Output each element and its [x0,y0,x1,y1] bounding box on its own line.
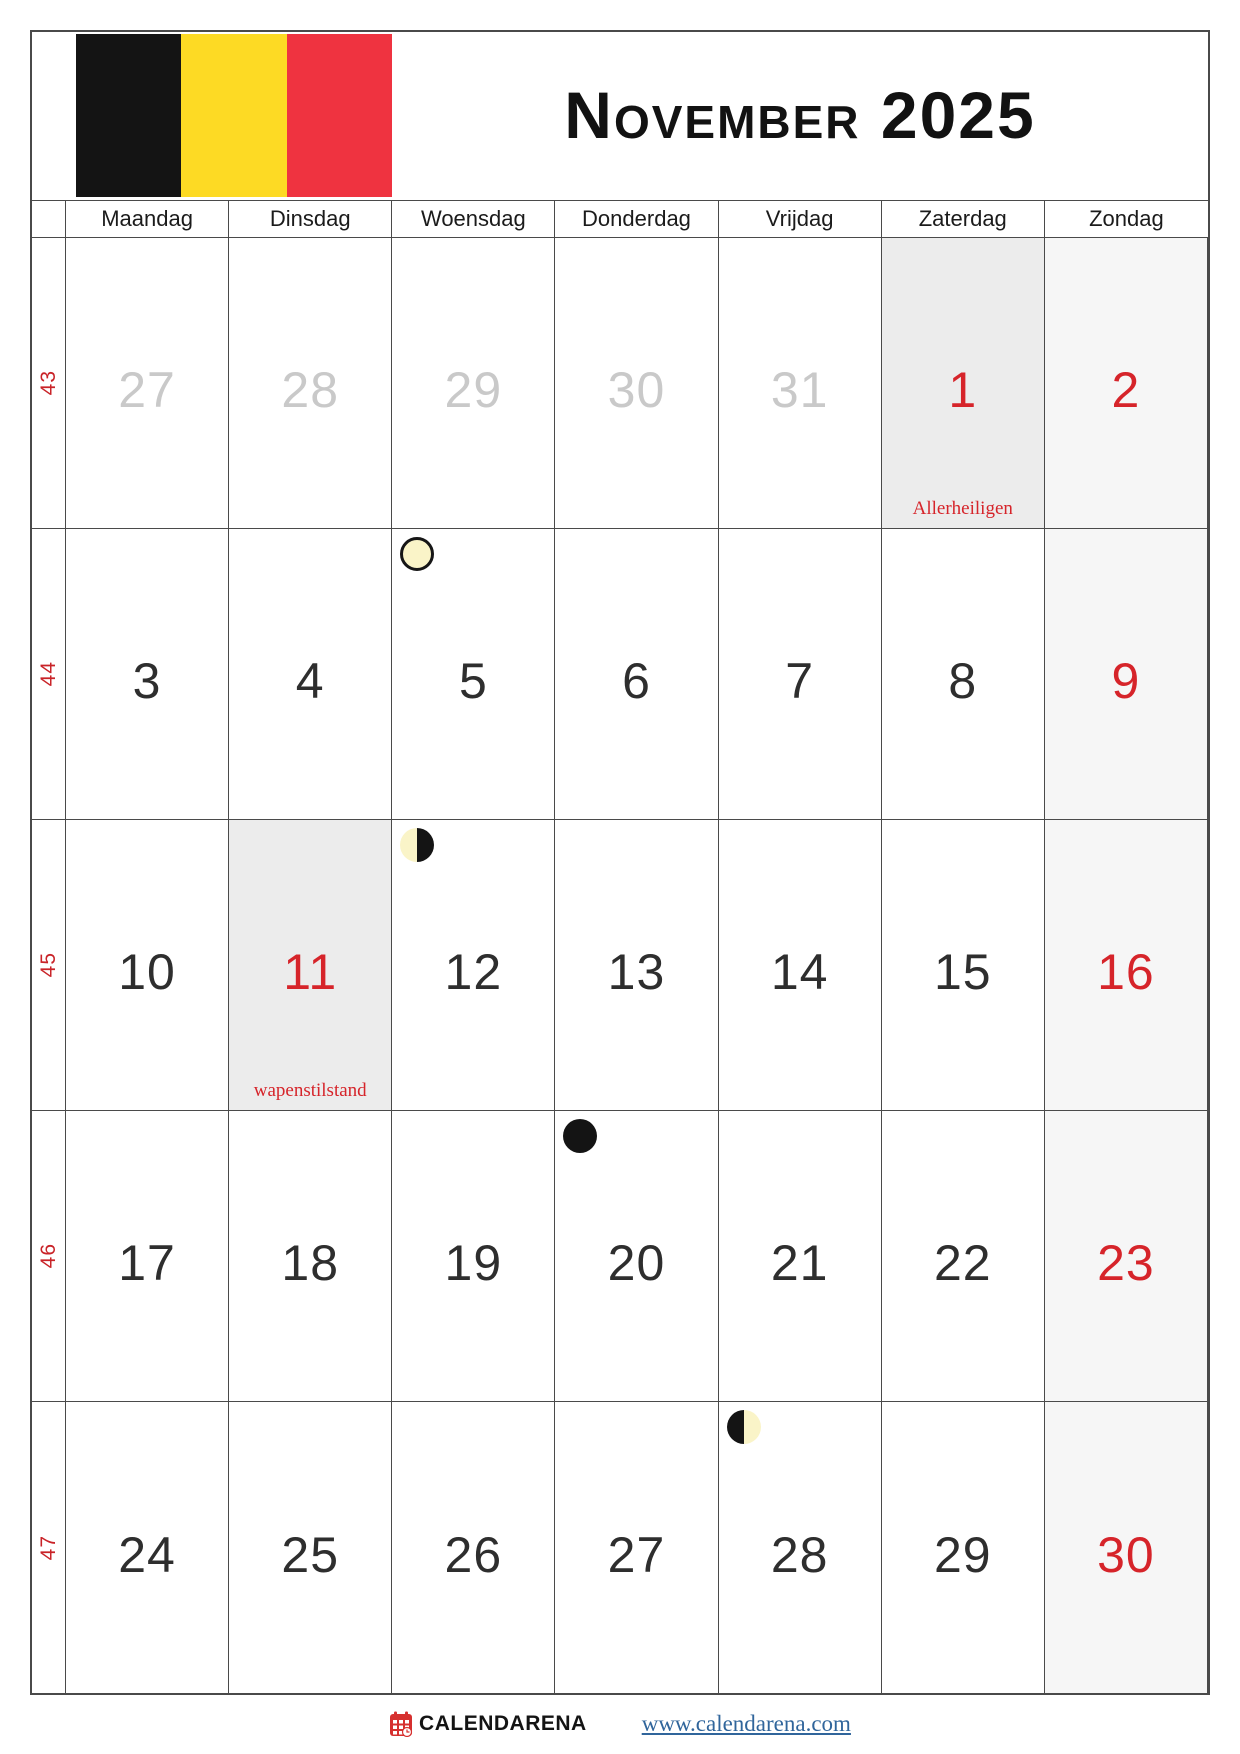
day-cell-nov-23: 23 [1045,1111,1208,1402]
day-cell-nov-2: 2 [1045,238,1208,529]
day-cell-nov-28: 28 [719,1402,882,1693]
day-cell-nov-7: 7 [719,529,882,820]
day-cell-nov-15: 15 [882,820,1045,1111]
week-number-47: 47 [32,1402,66,1693]
calendar-grid [30,30,1210,1695]
day-cell-nov-25: 25 [229,1402,392,1693]
week-number-46: 46 [32,1111,66,1402]
dow-header-woensdag: Woensdag [392,201,555,238]
week-number-44: 44 [32,529,66,820]
page-title: November 2025 [564,77,1036,152]
dow-header-zondag: Zondag [1045,201,1208,238]
day-cell-nov-27: 27 [555,1402,718,1693]
day-cell-nov-11: 11 wapenstilstand [229,820,392,1111]
holiday-label-wapenstilstand: wapenstilstand [253,1080,367,1101]
dow-header-donderdag: Donderdag [555,201,718,238]
day-cell-nov-24: 24 [66,1402,229,1693]
day-cell-nov-1: 1 Allerheiligen [882,238,1045,529]
day-cell-nov-12: 12 [392,820,555,1111]
dow-header-vrijdag: Vrijdag [719,201,882,238]
day-cell-nov-8: 8 [882,529,1045,820]
day-cell-nov-17: 17 [66,1111,229,1402]
day-cell-nov-10: 10 [66,820,229,1111]
week-number-43: 43 [32,238,66,529]
week-number-45: 45 [32,820,66,1111]
holiday-label-allerheiligen: Allerheiligen [912,498,1013,519]
day-cell-nov-16: 16 [1045,820,1208,1111]
day-cell-nov-13: 13 [555,820,718,1111]
flag-stripe-red [287,34,392,197]
week-column-header [32,201,66,238]
day-cell-oct-29: 29 [392,238,555,529]
day-cell-nov-9: 9 [1045,529,1208,820]
day-cell-nov-18: 18 [229,1111,392,1402]
belgium-flag [76,34,392,197]
flag-stripe-black [76,34,181,197]
day-cell-nov-5: 5 [392,529,555,820]
day-cell-nov-14: 14 [719,820,882,1111]
day-cell-nov-6: 6 [555,529,718,820]
last-quarter-moon-icon [400,828,434,862]
day-cell-nov-22: 22 [882,1111,1045,1402]
new-moon-icon [563,1119,597,1153]
day-cell-oct-27: 27 [66,238,229,529]
day-cell-nov-26: 26 [392,1402,555,1693]
brand-calendar-icon [389,1711,413,1737]
brand-name: CALENDARENA [419,1712,587,1735]
day-cell-nov-29: 29 [882,1402,1045,1693]
first-quarter-moon-icon [727,1410,761,1444]
dow-header-dinsdag: Dinsdag [229,201,392,238]
dow-header-zaterdag: Zaterdag [882,201,1045,238]
day-cell-nov-3: 3 [66,529,229,820]
day-cell-nov-19: 19 [392,1111,555,1402]
day-cell-nov-30: 30 [1045,1402,1208,1693]
day-cell-nov-20: 20 [555,1111,718,1402]
dow-header-maandag: Maandag [66,201,229,238]
day-cell-nov-21: 21 [719,1111,882,1402]
day-cell-oct-28: 28 [229,238,392,529]
footer [0,1702,1240,1746]
website-link[interactable]: www.calendarena.com [641,1711,851,1736]
day-cell-nov-4: 4 [229,529,392,820]
title-band [32,32,1208,201]
full-moon-icon [400,537,434,571]
day-cell-oct-30: 30 [555,238,718,529]
flag-stripe-yellow [181,34,286,197]
brand-logo [389,1711,587,1737]
day-cell-oct-31: 31 [719,238,882,529]
